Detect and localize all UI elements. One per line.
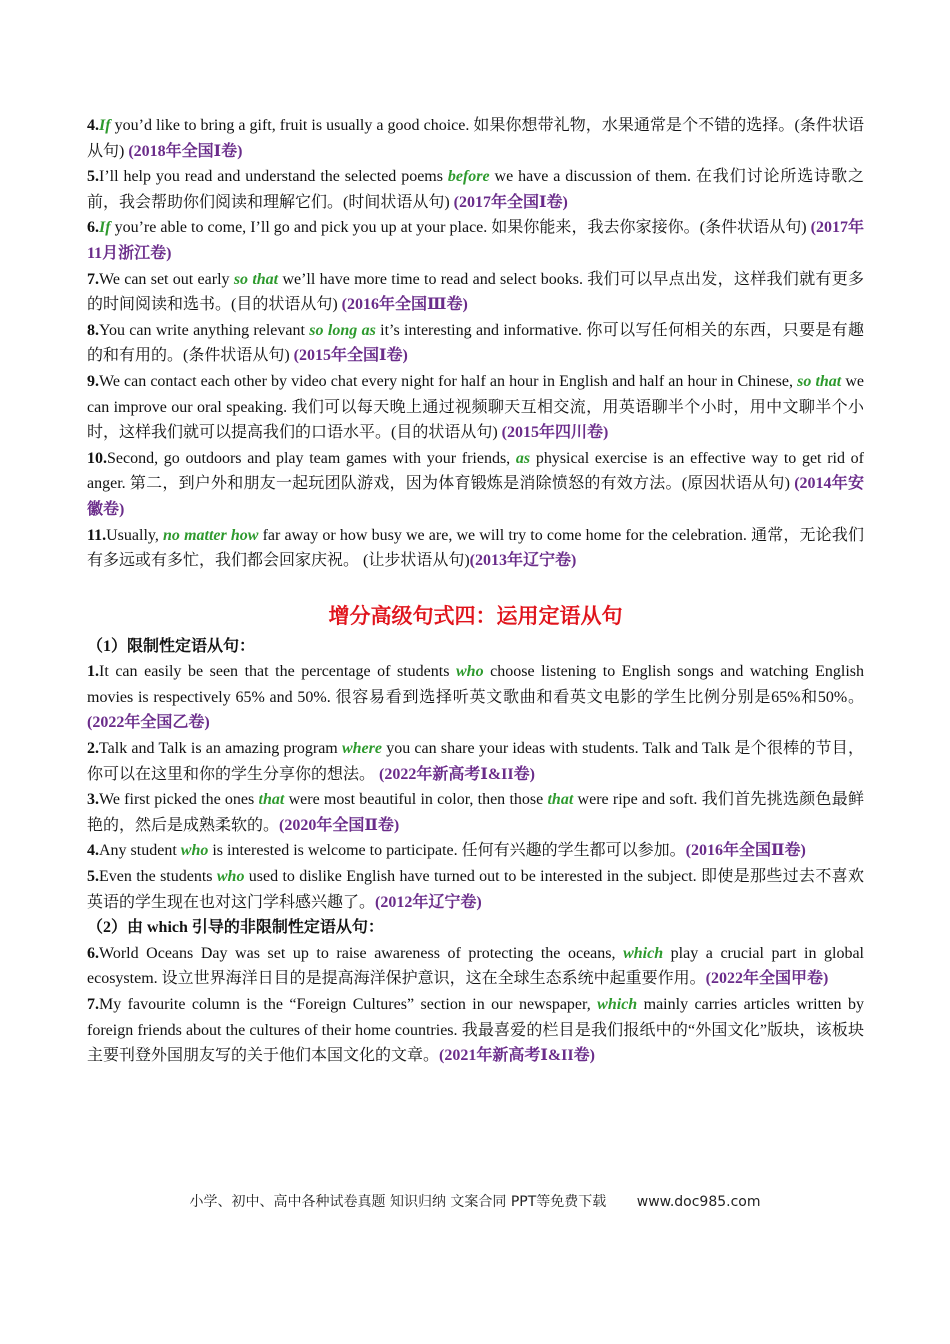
example-sentence bbox=[87, 941, 864, 992]
sentence-text: We first picked the ones bbox=[99, 791, 259, 809]
example-sentence bbox=[87, 659, 864, 736]
item-number: 5. bbox=[87, 168, 99, 186]
restrictive-clause-examples bbox=[87, 659, 864, 915]
item-number: 6. bbox=[87, 944, 99, 962]
footer-url[interactable]: www.doc985.com bbox=[636, 1194, 761, 1210]
exam-source: (2021年新高考Ⅰ&II卷) bbox=[439, 1047, 595, 1065]
sentence-text: you’d like to bring a gift, fruit is usually a good choice. 如果你想带礼物，水果通常是个不错的选择。(条件状语从句) bbox=[87, 117, 864, 160]
example-sentence bbox=[87, 318, 864, 369]
keyword: who bbox=[456, 663, 484, 681]
example-sentence bbox=[87, 369, 864, 446]
keyword: which bbox=[623, 944, 664, 962]
item-number: 1. bbox=[87, 663, 99, 681]
exam-source: (2013年辽宁卷) bbox=[469, 552, 577, 570]
footer-text: 小学、初中、高中各种试卷真题 知识归纳 文案合同 PPT等免费下载 bbox=[189, 1194, 607, 1210]
sentence-text: we have a discussion of them. 在我们讨论所选诗歌之前，我会帮助你们阅读和理解它们。(时间状语从句) bbox=[87, 168, 864, 211]
exam-source: (2016年全国Ⅲ卷) bbox=[341, 296, 468, 314]
item-number: 11. bbox=[87, 526, 107, 544]
keyword: If bbox=[99, 117, 111, 134]
exam-source: (2017年11月浙江卷) bbox=[87, 219, 864, 262]
example-sentence bbox=[87, 864, 864, 915]
exam-source: (2015年四川卷) bbox=[501, 424, 609, 442]
keyword: who bbox=[180, 842, 209, 860]
item-number: 2. bbox=[87, 740, 99, 758]
example-sentence bbox=[87, 446, 864, 523]
item-number: 5. bbox=[87, 868, 99, 886]
keyword: no matter how bbox=[163, 526, 259, 544]
item-number: 6. bbox=[87, 219, 99, 237]
sentence-text: I’ll help you read and understand the selected poems bbox=[99, 168, 448, 186]
sentence-text: were ripe and soft. 我们首先挑选颜色最鲜艳的，然后是成熟柔软的。 bbox=[87, 791, 864, 834]
nonrestrictive-clause-examples bbox=[87, 941, 864, 1069]
item-number: 3. bbox=[87, 791, 99, 809]
exam-source: (2022年全国乙卷) bbox=[87, 714, 210, 732]
example-sentence bbox=[87, 992, 864, 1069]
keyword: as bbox=[515, 449, 531, 467]
keyword: that bbox=[258, 791, 285, 809]
keyword: so that bbox=[233, 270, 279, 288]
subsection-nonrestrictive: （2）由 which 引导的非限制性定语从句： bbox=[87, 919, 384, 937]
item-number: 8. bbox=[87, 321, 99, 339]
subsection-restrictive: （1）限制性定语从句： bbox=[87, 637, 256, 655]
sentence-text: It can easily be seen that the percentage of students bbox=[99, 663, 456, 681]
exam-source: (2018年全国Ⅰ卷) bbox=[128, 142, 243, 160]
item-number: 4. bbox=[87, 842, 99, 860]
sentence-text: we can improve our oral speaking. 我们可以每天晚上通过视频聊天互相交流，用英语聊半个小时，用中文聊半个小时，这样我们就可以提高我们的口语水平。(目的状语从句) bbox=[87, 372, 865, 442]
item-number: 9. bbox=[87, 372, 99, 390]
keyword: so that bbox=[797, 372, 842, 390]
example-sentence bbox=[87, 215, 864, 266]
document-page bbox=[87, 113, 864, 1069]
example-sentence bbox=[87, 164, 864, 215]
keyword: which bbox=[597, 996, 638, 1013]
sentence-text: physical exercise is an effective way to get rid of anger. 第二，到户外和朋友一起玩团队游戏，因为体育锻炼是消除愤怒的有效方法。(原因状语从句) bbox=[87, 449, 865, 493]
exam-source: (2022年新高考Ⅰ&II卷) bbox=[379, 765, 535, 783]
example-sentence bbox=[87, 736, 864, 787]
sentence-text: We can contact each other by video chat every night for half an hour in English and half an hour in Chinese, bbox=[99, 372, 798, 390]
adverbial-clause-examples bbox=[87, 113, 864, 574]
section-title: 增分高级句式四：运用定语从句 bbox=[328, 603, 623, 628]
footer bbox=[0, 1191, 950, 1211]
sentence-text: we’ll have more time to read and select books. 我们可以早点出发，这样我们就有更多的时间阅读和选书。(目的状语从句) bbox=[87, 270, 865, 314]
sentence-text: you’re able to come, I’ll go and pick you up at your place. 如果你能来，我去你家接你。(条件状语从句) bbox=[110, 219, 811, 237]
item-number: 7. bbox=[87, 996, 99, 1013]
item-number: 7. bbox=[87, 270, 99, 288]
sentence-text: Usually, bbox=[106, 526, 164, 544]
example-sentence bbox=[87, 267, 864, 318]
exam-source: (2016年全国Ⅱ卷) bbox=[685, 842, 806, 860]
sentence-text: Second, go outdoors and play team games with your friends, bbox=[107, 449, 516, 467]
sentence-text: far away or how busy we are, we will try to come home for the celebration. 通常，无论我们有多远或有多忙，我们都会回家庆祝。 (让步状语从句) bbox=[87, 526, 864, 570]
keyword: so long as bbox=[309, 321, 376, 339]
sentence-text: Talk and Talk is an amazing program bbox=[99, 740, 342, 758]
exam-source: (2014年安徽卷) bbox=[87, 475, 864, 518]
exam-source: (2017年全国Ⅰ卷) bbox=[453, 193, 568, 211]
keyword: who bbox=[216, 868, 245, 886]
sentence-text: Even the students bbox=[99, 868, 217, 886]
keyword: that bbox=[547, 791, 574, 809]
sentence-text: is interested is welcome to participate. 任何有兴趣的学生都可以参加。 bbox=[208, 842, 686, 860]
keyword: before bbox=[447, 168, 490, 186]
sentence-text: play a crucial part in global ecosystem. 设立世界海洋日目的是提高海洋保护意识，这在全球生态系统中起重要作用。 bbox=[87, 944, 865, 988]
sentence-text: My favourite column is the “Foreign Cultures” section in our newspaper, bbox=[99, 996, 598, 1013]
keyword: where bbox=[341, 740, 382, 758]
item-number: 10. bbox=[87, 449, 107, 467]
item-number: 4. bbox=[87, 117, 99, 134]
sentence-text: mainly carries articles written by foreign friends about the cultures of their home countries. 我最喜爱的栏目是我们报纸中的“外国文化”版块，该板块主要刊登外国朋友写的关于他们本国文化的文章。 bbox=[87, 996, 865, 1065]
sentence-text: World Oceans Day was set up to raise awareness of protecting the oceans, bbox=[99, 944, 624, 962]
exam-source: (2015年全国Ⅰ卷) bbox=[293, 347, 408, 365]
keyword: If bbox=[99, 219, 111, 237]
example-sentence bbox=[87, 113, 864, 164]
sentence-text: Any student bbox=[99, 842, 181, 860]
exam-source: (2012年辽宁卷) bbox=[375, 893, 482, 911]
sentence-text: choose listening to English songs and watching English movies is respectively 65% and 50%. 很容易看到选择听英文歌曲和看英文电影的学生比例分别是65%和50%。 bbox=[87, 663, 865, 706]
exam-source: (2022年全国甲卷) bbox=[705, 970, 829, 988]
sentence-text: were most beautiful in color, then those bbox=[284, 791, 548, 809]
sentence-text: it’s interesting and informative. 你可以写任何相关的东西，只要是有趣的和有用的。(条件状语从句) bbox=[87, 321, 864, 365]
sentence-text: you can share your ideas with students. Talk and Talk 是个很棒的节目，你可以在这里和你的学生分享你的想法。 bbox=[87, 740, 864, 783]
example-sentence bbox=[87, 838, 864, 864]
exam-source: (2020年全国Ⅱ卷) bbox=[279, 816, 400, 834]
sentence-text: You can write anything relevant bbox=[99, 321, 310, 339]
sentence-text: We can set out early bbox=[99, 270, 234, 288]
example-sentence bbox=[87, 523, 864, 574]
sentence-text: used to dislike English have turned out to be interested in the subject. 即使是那些过去不喜欢英语的学生现在也对这门学科感兴趣了。 bbox=[87, 868, 864, 911]
example-sentence bbox=[87, 787, 864, 838]
